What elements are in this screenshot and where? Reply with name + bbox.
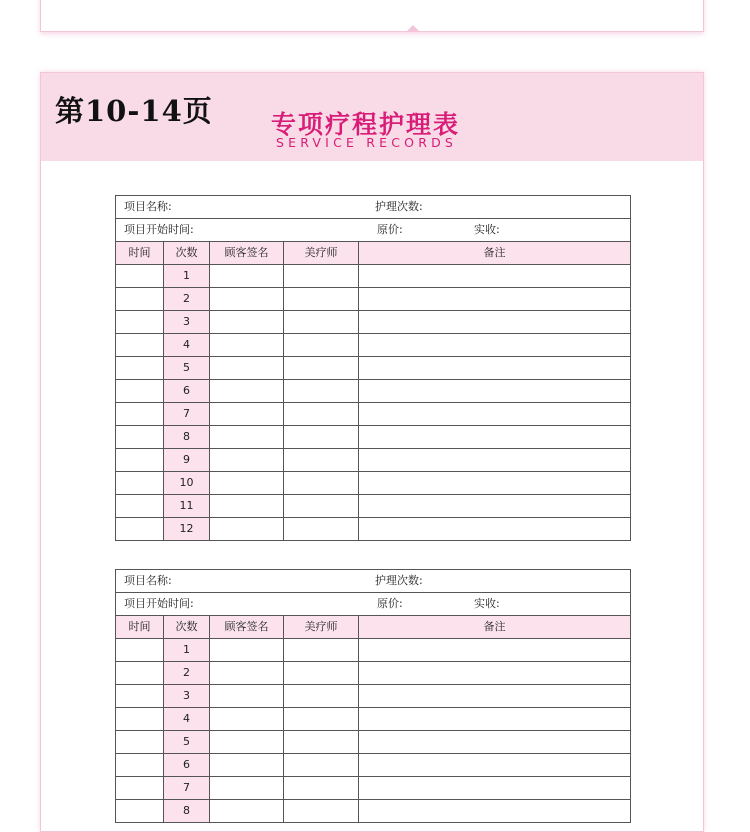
- table-row: [116, 425, 631, 448]
- count-cell: 9: [164, 448, 210, 471]
- customer-signature-cell[interactable]: [210, 379, 284, 402]
- beautician-cell[interactable]: [284, 730, 359, 753]
- count-cell: 4: [164, 333, 210, 356]
- original-price-label: 原价:: [377, 596, 403, 610]
- time-cell[interactable]: [116, 799, 164, 822]
- time-cell[interactable]: [116, 287, 164, 310]
- count-cell: 8: [164, 799, 210, 822]
- time-cell[interactable]: [116, 448, 164, 471]
- project-name-label: 项目名称:: [124, 200, 172, 213]
- remarks-cell[interactable]: [359, 356, 631, 379]
- info-row-start-time: [116, 592, 631, 615]
- count-cell: 12: [164, 517, 210, 540]
- time-cell[interactable]: [116, 753, 164, 776]
- column-header-count: 次数: [164, 241, 210, 264]
- column-header-row: [116, 241, 631, 264]
- service-record-form-2: [115, 569, 631, 823]
- table-row: [116, 638, 631, 661]
- session-count-label: 护理次数:: [375, 200, 423, 213]
- actual-payment-label: 实收:: [474, 222, 500, 236]
- count-cell: 7: [164, 776, 210, 799]
- remarks-cell[interactable]: [359, 310, 631, 333]
- remarks-cell[interactable]: [359, 402, 631, 425]
- customer-signature-cell[interactable]: [210, 707, 284, 730]
- time-cell[interactable]: [116, 638, 164, 661]
- table-row: [116, 379, 631, 402]
- time-cell[interactable]: [116, 425, 164, 448]
- count-cell: 6: [164, 379, 210, 402]
- card-notch: [406, 25, 420, 32]
- page-subtitle: SERVICE RECORDS: [276, 135, 458, 150]
- count-cell: 3: [164, 310, 210, 333]
- remarks-cell[interactable]: [359, 753, 631, 776]
- beautician-cell[interactable]: [284, 379, 359, 402]
- table-row: [116, 753, 631, 776]
- customer-signature-cell[interactable]: [210, 287, 284, 310]
- time-cell[interactable]: [116, 661, 164, 684]
- table-row: [116, 402, 631, 425]
- customer-signature-cell[interactable]: [210, 753, 284, 776]
- table-row: [116, 799, 631, 822]
- count-cell: 3: [164, 684, 210, 707]
- count-cell: 1: [164, 264, 210, 287]
- count-cell: 5: [164, 730, 210, 753]
- column-header-remarks: 备注: [359, 241, 631, 264]
- table-row: [116, 684, 631, 707]
- customer-signature-cell[interactable]: [210, 517, 284, 540]
- beautician-cell[interactable]: [284, 661, 359, 684]
- remarks-cell[interactable]: [359, 425, 631, 448]
- time-cell[interactable]: [116, 402, 164, 425]
- remarks-cell[interactable]: [359, 448, 631, 471]
- info-row-start-time: [116, 218, 631, 241]
- customer-signature-cell[interactable]: [210, 471, 284, 494]
- beautician-cell[interactable]: [284, 402, 359, 425]
- project-name-label: 项目名称:: [124, 574, 172, 587]
- beautician-cell[interactable]: [284, 310, 359, 333]
- customer-signature-cell[interactable]: [210, 310, 284, 333]
- page-label: 第10-14页: [55, 94, 213, 128]
- count-cell: 8: [164, 425, 210, 448]
- time-cell[interactable]: [116, 494, 164, 517]
- table-row: [116, 517, 631, 540]
- table-row: [116, 264, 631, 287]
- time-cell[interactable]: [116, 471, 164, 494]
- count-cell: 6: [164, 753, 210, 776]
- column-header-count: 次数: [164, 615, 210, 638]
- time-cell[interactable]: [116, 379, 164, 402]
- table-row: [116, 448, 631, 471]
- time-cell[interactable]: [116, 310, 164, 333]
- project-info-cell[interactable]: [116, 196, 631, 219]
- time-cell[interactable]: [116, 264, 164, 287]
- count-cell: 7: [164, 402, 210, 425]
- remarks-cell[interactable]: [359, 661, 631, 684]
- remarks-cell[interactable]: [359, 287, 631, 310]
- customer-signature-cell[interactable]: [210, 638, 284, 661]
- table-row: [116, 661, 631, 684]
- table-row: [116, 730, 631, 753]
- beautician-cell[interactable]: [284, 494, 359, 517]
- count-cell: 2: [164, 287, 210, 310]
- beautician-cell[interactable]: [284, 707, 359, 730]
- remarks-cell[interactable]: [359, 730, 631, 753]
- beautician-cell[interactable]: [284, 471, 359, 494]
- remarks-cell[interactable]: [359, 264, 631, 287]
- beautician-cell[interactable]: [284, 517, 359, 540]
- count-cell: 11: [164, 494, 210, 517]
- time-cell[interactable]: [116, 333, 164, 356]
- page-header: [41, 73, 703, 161]
- column-header-remarks: 备注: [359, 615, 631, 638]
- time-cell[interactable]: [116, 684, 164, 707]
- column-header-time: 时间: [116, 615, 164, 638]
- column-header-customer-signature: 顾客签名: [210, 241, 284, 264]
- column-header-customer-signature: 顾客签名: [210, 615, 284, 638]
- remarks-cell[interactable]: [359, 517, 631, 540]
- beautician-cell[interactable]: [284, 776, 359, 799]
- time-cell[interactable]: [116, 517, 164, 540]
- table-row: [116, 287, 631, 310]
- remarks-cell[interactable]: [359, 707, 631, 730]
- remarks-cell[interactable]: [359, 471, 631, 494]
- count-cell: 2: [164, 661, 210, 684]
- beautician-cell[interactable]: [284, 287, 359, 310]
- remarks-cell[interactable]: [359, 494, 631, 517]
- column-header-time: 时间: [116, 241, 164, 264]
- beautician-cell[interactable]: [284, 425, 359, 448]
- table-row: [116, 310, 631, 333]
- customer-signature-cell[interactable]: [210, 425, 284, 448]
- customer-signature-cell[interactable]: [210, 661, 284, 684]
- customer-signature-cell[interactable]: [210, 333, 284, 356]
- actual-payment-label: 实收:: [474, 596, 500, 610]
- table-row: [116, 707, 631, 730]
- count-cell: 1: [164, 638, 210, 661]
- column-header-beautician: 美疗师: [284, 241, 359, 264]
- table-row: [116, 494, 631, 517]
- customer-signature-cell[interactable]: [210, 448, 284, 471]
- column-header-beautician: 美疗师: [284, 615, 359, 638]
- beautician-cell[interactable]: [284, 264, 359, 287]
- remarks-cell[interactable]: [359, 379, 631, 402]
- beautician-cell[interactable]: [284, 753, 359, 776]
- customer-signature-cell[interactable]: [210, 776, 284, 799]
- beautician-cell[interactable]: [284, 356, 359, 379]
- beautician-cell[interactable]: [284, 638, 359, 661]
- start-time-label: 项目开始时间:: [124, 596, 194, 610]
- customer-signature-cell[interactable]: [210, 684, 284, 707]
- column-header-row: [116, 615, 631, 638]
- remarks-cell[interactable]: [359, 799, 631, 822]
- beautician-cell[interactable]: [284, 684, 359, 707]
- remarks-cell[interactable]: [359, 333, 631, 356]
- remarks-cell[interactable]: [359, 638, 631, 661]
- start-time-info-cell[interactable]: [116, 218, 631, 241]
- table-row: [116, 333, 631, 356]
- count-cell: 5: [164, 356, 210, 379]
- service-record-form-1: [115, 195, 631, 541]
- beautician-cell[interactable]: [284, 448, 359, 471]
- count-cell: 4: [164, 707, 210, 730]
- customer-signature-cell[interactable]: [210, 494, 284, 517]
- time-cell[interactable]: [116, 730, 164, 753]
- original-price-label: 原价:: [377, 222, 403, 236]
- previous-page-card: [40, 0, 704, 32]
- remarks-cell[interactable]: [359, 776, 631, 799]
- table-row: [116, 356, 631, 379]
- start-time-info-cell[interactable]: [116, 592, 631, 615]
- session-count-label: 护理次数:: [375, 574, 423, 587]
- beautician-cell[interactable]: [284, 333, 359, 356]
- table-row: [116, 776, 631, 799]
- start-time-label: 项目开始时间:: [124, 222, 194, 236]
- table-row: [116, 471, 631, 494]
- customer-signature-cell[interactable]: [210, 264, 284, 287]
- time-cell[interactable]: [116, 707, 164, 730]
- customer-signature-cell[interactable]: [210, 356, 284, 379]
- time-cell[interactable]: [116, 776, 164, 799]
- beautician-cell[interactable]: [284, 799, 359, 822]
- customer-signature-cell[interactable]: [210, 799, 284, 822]
- info-row-project: [116, 570, 631, 593]
- remarks-cell[interactable]: [359, 684, 631, 707]
- count-cell: 10: [164, 471, 210, 494]
- customer-signature-cell[interactable]: [210, 730, 284, 753]
- page-title: 专项疗程护理表: [271, 110, 461, 139]
- time-cell[interactable]: [116, 356, 164, 379]
- project-info-cell[interactable]: [116, 570, 631, 593]
- info-row-project: [116, 196, 631, 219]
- customer-signature-cell[interactable]: [210, 402, 284, 425]
